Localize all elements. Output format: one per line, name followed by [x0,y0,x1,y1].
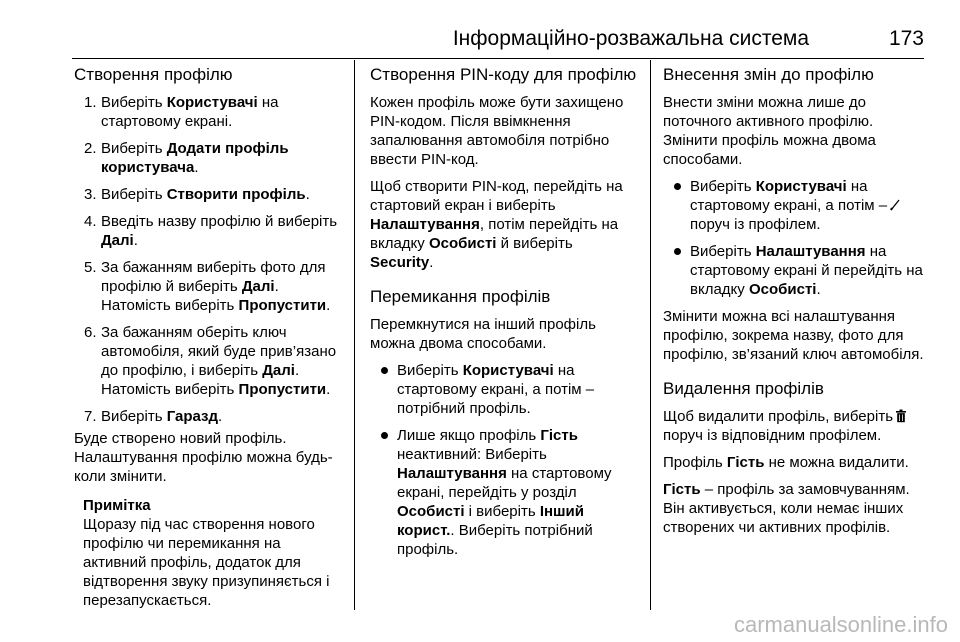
column-3 [663,64,931,545]
step-7: 7. Виберіть Гаразд. [84,408,223,425]
steps-list [74,93,342,426]
step-6: 6. За бажанням оберіть ключ автомобіля, який буде прив’язано до профілю, і виберіть Далі. Натомість виберіть Пропустити. [84,324,337,398]
note-title: Примітка [83,497,151,514]
watermark: carmanualsonline.info [733,612,948,637]
step-1: 1. Виберіть Користувачі на стартовому екрані. [84,94,279,130]
edit-intro-text: Внести зміни можна лише до поточного активного профілю. Змінити профіль можна двома способами. [663,94,876,168]
section-heading-switch: Перемикання профілів [370,287,551,306]
list-item: Виберіть Налаштування на стартовому екрані й перейдіть на вкладку Особисті. [663,242,931,299]
delete-instructions: Щоб видалити профіль, виберіть поруч із відповідним профілем. [663,407,931,445]
pencil-icon [889,198,901,212]
switch-methods-list [370,361,638,559]
bullet-icon [674,248,681,255]
trash-icon [895,409,907,423]
bullet-icon [381,367,388,374]
pin-intro-text: Кожен профіль може бути захищено PIN-кодом. Після ввімкнення запалювання автомобіля потрібно ввести PIN-код. [370,94,624,168]
edit-methods-list [663,177,931,299]
bullet-icon [674,183,681,190]
header-title: Інформаційно-розважальна система [452,27,809,50]
step-4: 4. Введіть назву профілю й виберіть Далі. [84,213,338,249]
column-divider-2 [650,60,651,610]
edit-details-text: Змінити можна всі налаштування профілю, зокрема назву, фото для профілю, зв’язаний ключ автомобіля. [663,308,924,363]
pin-instructions: Щоб створити PIN-код, перейдіть на стартовий екран і виберіть Налаштування, потім перейдіть на вкладку Особисті й виберіть Security. [370,178,623,271]
section-heading-pin: Створення PIN-коду для профілю [370,65,637,84]
page-number: 173 [888,27,924,50]
list-item: Лише якщо профіль Гість неактивний: Виберіть Налаштування на стартовому екрані, перейдіть у розділ Особисті і виберіть Інший корист.. Виберіть потрібний профіль. [370,426,638,559]
column-2 [370,64,638,567]
section-heading-create-profile: Створення профілю [74,65,233,84]
section-heading-delete: Видалення профілів [663,379,824,398]
step-2: 2. Виберіть Додати профіль користувача. [84,140,289,176]
guest-note: Профіль Гість не можна видалити. [663,454,909,471]
bullet-icon [381,432,388,439]
step-3: 3. Виберіть Створити профіль. [84,186,310,203]
note-box [74,496,342,610]
column-divider-1 [354,60,355,610]
step-5: 5. За бажанням виберіть фото для профілю й виберіть Далі. Натомість виберіть Пропустити. [84,259,331,314]
list-item: Виберіть Користувачі на стартовому екрані, а потім – потрібний профіль. [370,361,638,418]
switch-intro-text: Перемкнутися на інший профіль можна двома способами. [370,316,596,352]
column-1 [74,64,342,610]
after-steps-text: Буде створено новий профіль. Налаштування профілю можна будь-коли змінити. [74,430,333,485]
page-header [72,26,924,56]
section-heading-edit: Внесення змін до профілю [663,65,874,84]
header-rule [72,58,924,59]
guest-definition: Гість – профіль за замовчуванням. Він активується, коли немає інших створених чи активних профілів. [663,481,910,536]
list-item: Виберіть Користувачі на стартовому екрані, а потім – поруч із профілем. [663,177,931,234]
note-text: Щоразу під час створення нового профілю чи перемикання на активний профіль, додаток для відтворення звуку призупиняється і перезапускається. [83,516,330,609]
